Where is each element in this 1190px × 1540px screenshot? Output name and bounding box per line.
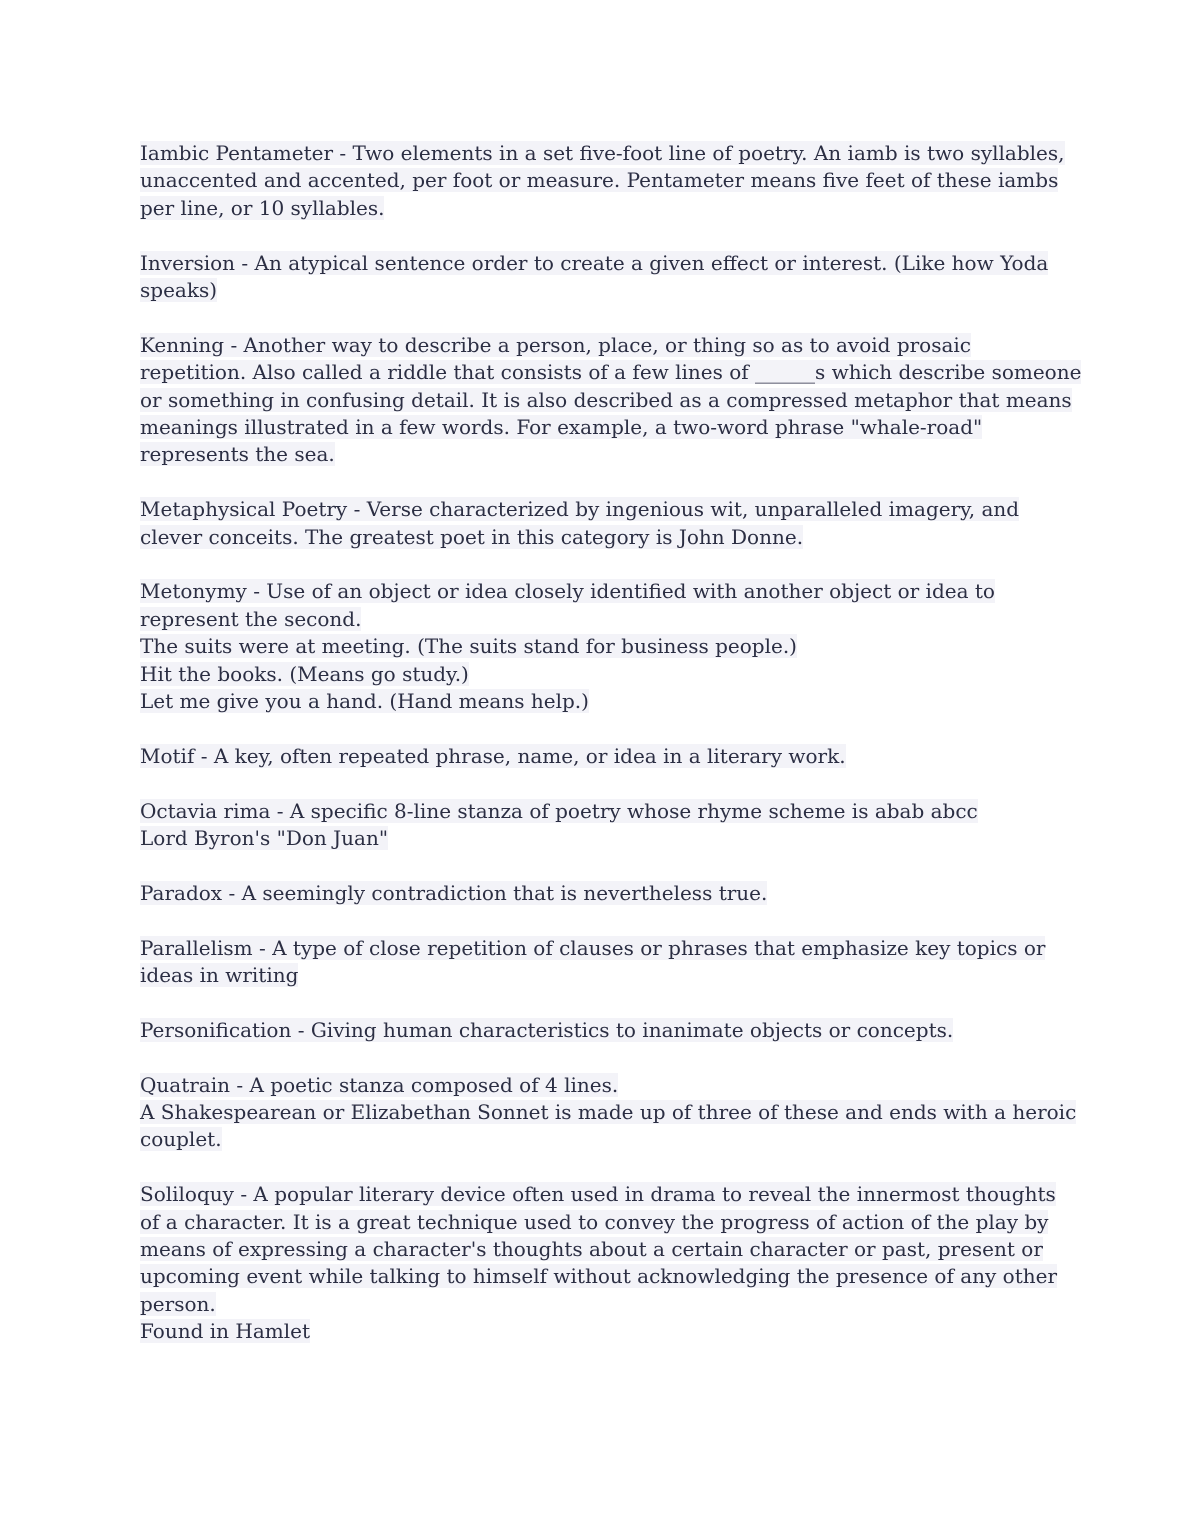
text-line-content: person. bbox=[140, 1291, 216, 1316]
text-line-content: Octavia rima - A specific 8-line stanza of poetry whose rhyme scheme is abab abcc bbox=[140, 798, 978, 823]
text-line bbox=[140, 250, 1050, 277]
glossary-entry bbox=[140, 250, 1050, 305]
text-line-content: Quatrain - A poetic stanza composed of 4 lines. bbox=[140, 1072, 619, 1097]
text-line bbox=[140, 359, 1082, 386]
text-line bbox=[140, 798, 1050, 825]
document-body bbox=[140, 140, 1082, 1373]
text-line bbox=[140, 1236, 1050, 1263]
text-line bbox=[140, 277, 1050, 304]
text-line-content: Hit the books. (Means go study.) bbox=[140, 661, 469, 686]
text-line-content: Personification - Giving human characteristics to inanimate objects or concepts. bbox=[140, 1017, 954, 1042]
text-line bbox=[140, 524, 1050, 551]
text-line-content: The suits were at meeting. (The suits stand for business people.) bbox=[140, 634, 797, 659]
text-line-content: or something in confusing detail. It is also described as a compressed metaphor that means bbox=[140, 387, 1072, 412]
text-line-content: Parallelism - A type of close repetition of clauses or phrases that emphasize key topics or bbox=[140, 935, 1046, 960]
text-line-content: Paradox - A seemingly contradiction that is nevertheless true. bbox=[140, 880, 768, 905]
text-line bbox=[140, 935, 1050, 962]
text-line-content: Metonymy - Use of an object or idea closely identified with another object or idea to bbox=[140, 579, 995, 604]
text-line bbox=[140, 1126, 1050, 1153]
text-line bbox=[140, 578, 1050, 605]
text-line bbox=[140, 332, 1050, 359]
text-line bbox=[140, 743, 1050, 770]
text-line bbox=[140, 962, 1050, 989]
text-line bbox=[140, 1099, 1077, 1126]
text-line bbox=[140, 825, 1050, 852]
text-line bbox=[140, 661, 1050, 688]
text-line-content: Iambic Pentameter - Two elements in a set five-foot line of poetry. An iamb is two syllables, bbox=[140, 141, 1065, 165]
text-line-content: clever conceits. The greatest poet in this category is John Donne. bbox=[140, 524, 804, 549]
text-line bbox=[140, 606, 1050, 633]
text-line bbox=[140, 1209, 1050, 1236]
text-line-content: Let me give you a hand. (Hand means help.) bbox=[140, 689, 589, 714]
text-line bbox=[140, 1318, 1050, 1345]
glossary-entry bbox=[140, 140, 1065, 222]
text-line-content: Motif - A key, often repeated phrase, name, or idea in a literary work. bbox=[140, 743, 846, 768]
text-line-content: A Shakespearean or Elizabethan Sonnet is made up of three of these and ends with a heroic bbox=[140, 1100, 1077, 1125]
text-line-content: Metaphysical Poetry - Verse characterized by ingenious wit, unparalleled imagery, and bbox=[140, 497, 1020, 522]
text-line-content: of a character. It is a great technique used to convey the progress of action of the play by bbox=[140, 1209, 1049, 1234]
text-line bbox=[140, 167, 1059, 194]
text-line-content: Inversion - An atypical sentence order to create a given effect or interest. (Like how Yoda bbox=[140, 250, 1049, 275]
text-line bbox=[140, 414, 1050, 441]
text-line bbox=[140, 880, 1050, 907]
glossary-entry bbox=[140, 496, 1050, 551]
glossary-entry bbox=[140, 798, 1050, 853]
text-line-content: couplet. bbox=[140, 1127, 222, 1152]
text-line bbox=[140, 1017, 1050, 1044]
text-line-content: Lord Byron's "Don Juan" bbox=[140, 826, 389, 851]
text-line bbox=[140, 1291, 1050, 1318]
text-line bbox=[140, 1181, 1056, 1208]
glossary-entry bbox=[140, 1072, 1077, 1154]
text-line-content: meanings illustrated in a few words. For example, a two-word phrase "whale-road" bbox=[140, 415, 983, 440]
glossary-entry bbox=[140, 1181, 1058, 1345]
glossary-entry bbox=[140, 578, 1050, 715]
text-line bbox=[140, 441, 1050, 468]
text-line-content: repetition. Also called a riddle that consists of a few lines of ______s which describe someone bbox=[140, 360, 1082, 385]
text-line-content: upcoming event while talking to himself without acknowledging the presence of any other bbox=[140, 1264, 1058, 1289]
text-line-content: ideas in writing bbox=[140, 963, 299, 988]
glossary-entry bbox=[140, 743, 1050, 770]
text-line-content: represent the second. bbox=[140, 606, 362, 631]
text-line bbox=[140, 140, 1065, 167]
text-line-content: Kenning - Another way to describe a person, place, or thing so as to avoid prosaic bbox=[140, 332, 972, 357]
glossary-entry bbox=[140, 880, 1050, 907]
text-line-content: Found in Hamlet bbox=[140, 1319, 310, 1344]
text-line bbox=[140, 195, 1050, 222]
glossary-entry bbox=[140, 332, 1082, 469]
glossary-entry bbox=[140, 1017, 1050, 1044]
text-line-content: per line, or 10 syllables. bbox=[140, 195, 385, 220]
text-line-content: unaccented and accented, per foot or measure. Pentameter means five feet of these iambs bbox=[140, 168, 1059, 193]
text-line bbox=[140, 496, 1050, 523]
text-line-content: Soliloquy - A popular literary device often used in drama to reveal the innermost thoughts bbox=[140, 1182, 1056, 1207]
text-line bbox=[140, 633, 1050, 660]
glossary-entry bbox=[140, 935, 1050, 990]
text-line bbox=[140, 387, 1072, 414]
text-line-content: means of expressing a character's thoughts about a certain character or past, present or bbox=[140, 1237, 1043, 1262]
text-line bbox=[140, 688, 1050, 715]
text-line bbox=[140, 1263, 1058, 1290]
text-line-content: speaks) bbox=[140, 278, 218, 303]
text-line bbox=[140, 1072, 1050, 1099]
text-line-content: represents the sea. bbox=[140, 442, 335, 467]
